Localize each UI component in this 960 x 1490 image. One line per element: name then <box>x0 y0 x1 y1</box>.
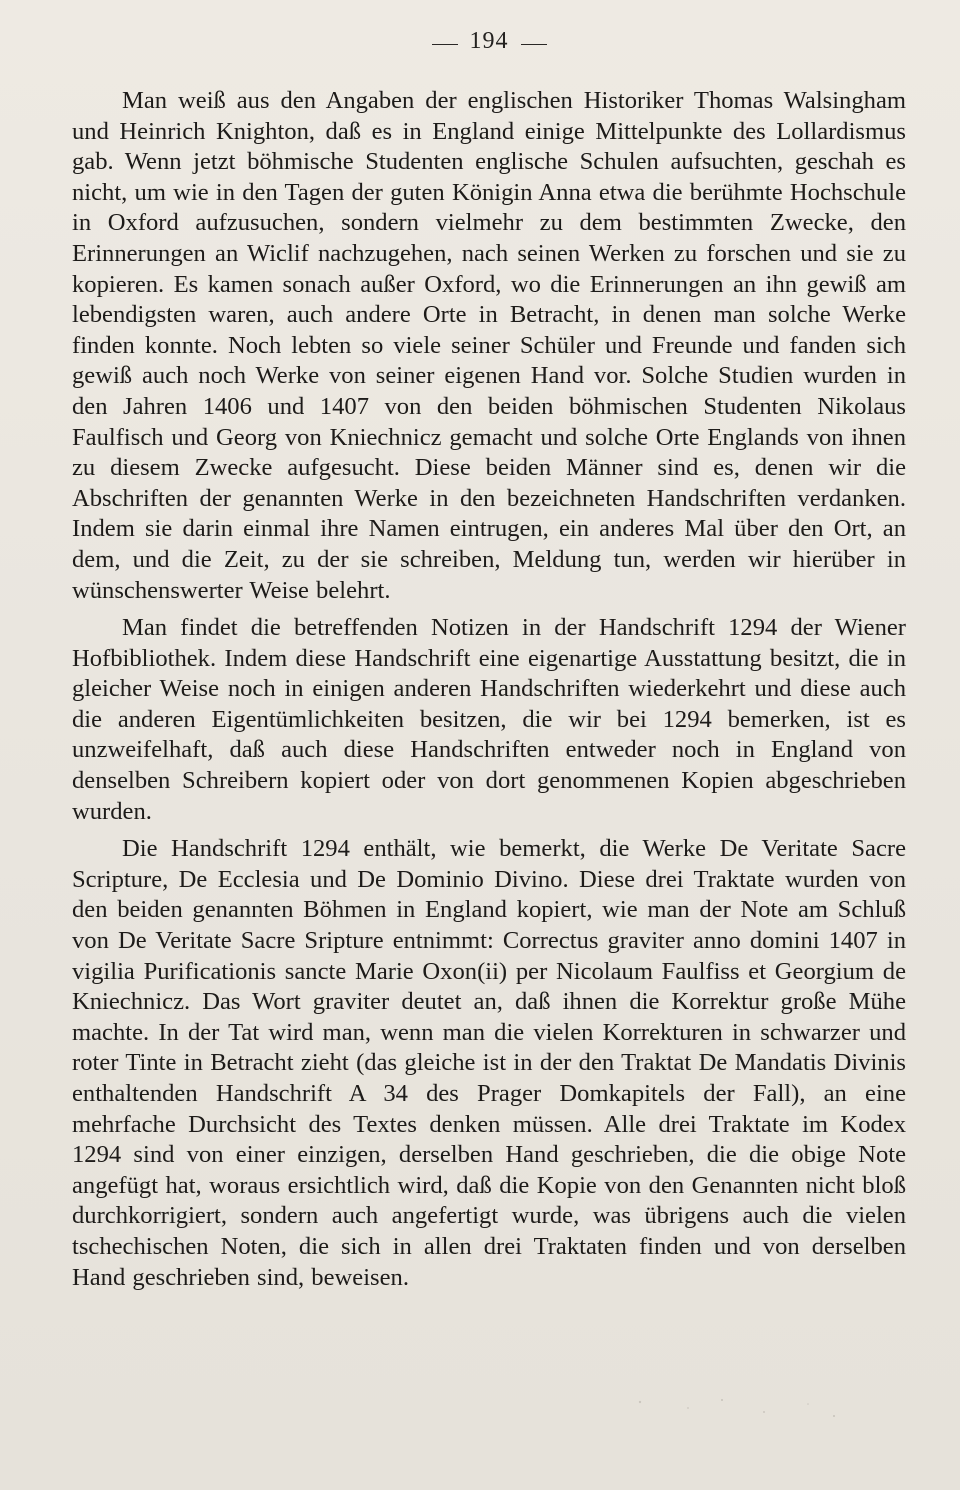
page-number: 194 <box>469 28 509 54</box>
right-dash <box>521 44 547 45</box>
paper-specks <box>620 1390 860 1430</box>
left-dash <box>432 44 458 45</box>
paragraph-1: Man weiß aus den Angaben der englischen Historiker Thomas Walsingham und Heinrich Knighton, daß es in England einige Mittelpunkte des Lollardismus gab. Wenn jetzt böhmische Studenten englische Schulen aufsuchten, geschah es nicht, um wie in den Tagen der guten Königin Anna etwa die berühmte Hochschule in Oxford aufzusuchen, sondern vielmehr zu dem bestimmten Zwecke, den Erinnerungen an Wiclif nachzugehen, nach seinen Werken zu forschen und sie zu kopieren. Es kamen sonach außer Oxford, wo die Erinnerungen an ihn gewiß am lebendigsten waren, auch andere Orte in Betracht, in denen man solche Werke finden konnte. Noch lebten so viele seiner Schüler und Freunde und fanden sich gewiß auch noch Werke von seiner eigenen Hand vor. Solche Studien wurden in den Jahren 1406 und 1407 von den beiden böhmischen Studenten Nikolaus Faulfisch und Georg von Kniechnicz gemacht und solche Orte Englands von ihnen zu diesem Zwecke aufgesucht. Diese beiden Männer sind es, denen wir die Abschriften der genannten Werke in den bezeichneten Handschriften verdanken. Indem sie darin einmal ihre Namen eintrugen, ein anderes Mal über den Ort, an dem, und die Zeit, zu der sie schreiben, Meldung tun, werden wir hierüber in wünschenswerter Weise belehrt. <box>72 87 906 604</box>
page-number-line <box>72 26 906 56</box>
paragraph-3: Die Handschrift 1294 enthält, wie bemerkt, die Werke De Veritate Sacre Scripture, De Ecclesia und De Dominio Divino. Diese drei Traktate wurden von den beiden genannten Böhmen in England kopiert, wie man der Note am Schluß von De Veritate Sacre Sripture entnimmt: Correctus graviter anno domini 1407 in vigilia Purificationis sancte Marie Oxon(ii) per Nicolaum Faulfiss et Georgium de Kniechnicz. Das Wort graviter deutet an, daß ihnen die Korrektur große Mühe machte. In der Tat wird man, wenn man die vielen Korrekturen in schwarzer und roter Tinte in Betracht zieht (das gleiche ist in der den Traktat De Mandatis Divinis enthaltenden Handschrift A 34 des Prager Domkapitels der Fall), an eine mehrfache Durchsicht des Textes denken müssen. Alle drei Traktate im Kodex 1294 sind von einer einzigen, derselben Hand geschrieben, die die obige Note angefügt hat, woraus ersichtlich wird, daß die Kopie von den Genannten nicht bloß durchkorrigiert, sondern auch angefertigt wurde, was übrigens auch die vielen tschechischen Noten, die sich in allen drei Traktaten finden und von derselben Hand geschrieben sind, beweisen. <box>72 835 906 1291</box>
paragraph-2: Man findet die betreffenden Notizen in der Handschrift 1294 der Wiener Hofbibliothek. Indem diese Handschrift eine eigenartige Ausstattung besitzt, die in gleicher Weise noch in einigen anderen Handschriften wiederkehrt und diese auch die anderen Eigentümlichkeiten besitzen, die wir bei 1294 bemerken, ist es unzweifelhaft, daß auch diese Handschriften entweder noch in England von denselben Schreibern kopiert oder von dort genommenen Kopien abgeschrieben wurden. <box>72 614 906 825</box>
